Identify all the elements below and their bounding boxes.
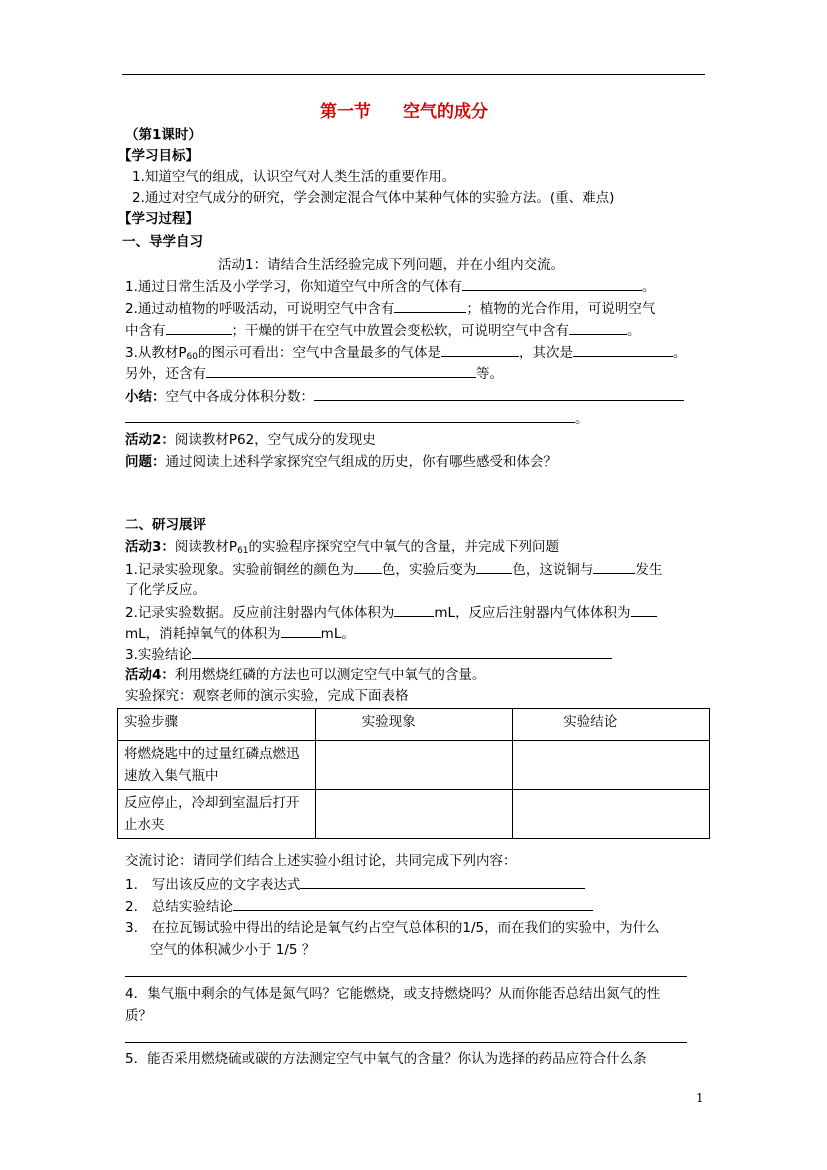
answer-blank[interactable] — [394, 298, 466, 313]
question-3-text: ，其次是 — [518, 345, 573, 361]
activity3-label: 活动3： — [125, 539, 175, 555]
record-1-text: 色，实验后变为 — [381, 562, 477, 578]
summary-text: 空气中各成分体积分数： — [165, 389, 314, 405]
question-4: 4．集气瓶中剩余的气体是氮气吗？它能燃烧，或支持燃烧吗？从而你能否总结出氮气的性 — [125, 986, 661, 1002]
answer-blank[interactable] — [569, 320, 627, 335]
table-cell[interactable] — [513, 790, 710, 839]
title-section: 第一节 — [320, 102, 371, 122]
title-name: 空气的成分 — [403, 102, 488, 122]
question-text: 通过阅读上述科学家探究空气组成的历史，你有哪些感受和体会？ — [165, 454, 557, 470]
discussion-3-text: 在拉瓦锡试验中得出的结论是氧气约占空气总体积的1/5，而在我们的实验中，为什么 — [151, 920, 660, 936]
question-4-cont: 质？ — [125, 1008, 152, 1024]
answer-blank[interactable] — [631, 602, 657, 617]
discussion-text: 交流讨论：请同学们结合上述实验小组讨论，共同完成下列内容： — [125, 853, 517, 869]
record-2-text: mL，反应后注射器内气体体积为 — [434, 605, 631, 621]
textbook-page-subscript: 60 — [186, 352, 198, 362]
table-cell[interactable] — [513, 741, 710, 790]
record-1 — [125, 559, 662, 580]
discussion-3 — [125, 918, 660, 938]
question-2-text: ；干燥的饼干在空气中放置会变松软，可说明空气中含有 — [231, 323, 569, 339]
record-2-text: mL，消耗掉氧气的体积为 — [125, 626, 281, 642]
answer-blank[interactable] — [593, 559, 635, 574]
section-heading-2: 二、研习展评 — [125, 517, 206, 533]
summary-cont — [125, 408, 589, 429]
table-row — [118, 741, 710, 790]
table-header-row — [118, 709, 710, 741]
goal-item: 1.知道空气的组成，认识空气对人类生活的重要作用。 — [132, 169, 456, 185]
record-2-text: 2.记录实验数据。反应前注射器内气体体积为 — [125, 605, 395, 621]
textbook-page-subscript: 61 — [237, 546, 249, 556]
activity2 — [125, 430, 376, 450]
answer-blank[interactable] — [394, 602, 434, 617]
record-3-text: 3.实验结论 — [125, 647, 192, 663]
question-2-end: 。 — [627, 323, 641, 339]
table-cell[interactable] — [315, 790, 513, 839]
record-1-text: 色，这说铜与 — [512, 562, 594, 578]
record-1-cont: 了化学反应。 — [125, 582, 206, 598]
discussion-2 — [125, 896, 593, 917]
question-2-text: 2.通过动植物的呼吸活动，可说明空气中含有 — [125, 301, 395, 317]
activity4-label: 活动4： — [125, 667, 175, 683]
page-number: 1 — [696, 1091, 704, 1105]
experiment-table — [117, 708, 710, 839]
activity2-text: 阅读教材P62，空气成分的发现史 — [174, 432, 376, 448]
question-2-cont — [125, 320, 641, 341]
lesson-label: （第1课时） — [125, 127, 202, 143]
question-3-end: 等。 — [476, 366, 503, 382]
table-row — [118, 790, 710, 839]
summary-end: 。 — [575, 411, 589, 427]
answer-blank[interactable] — [462, 276, 642, 291]
answer-blank[interactable] — [573, 342, 673, 357]
answer-blank[interactable] — [300, 874, 585, 889]
discussion-3-cont: 空气的体积减少小于 1/5 ？ — [150, 942, 316, 958]
process-heading: 【学习过程】 — [118, 211, 199, 227]
record-3 — [125, 644, 612, 665]
answer-blank[interactable] — [125, 408, 575, 423]
reading-question — [125, 452, 557, 472]
activity1-text: 活动1：请结合生活经验完成下列问题，并在小组内交流。 — [218, 257, 565, 273]
question-1-end: 。 — [641, 279, 656, 295]
record-2-text: mL。 — [320, 626, 355, 642]
item-number: 3. — [125, 920, 138, 936]
discussion-1-text: 写出该反应的文字表达式 — [151, 877, 301, 893]
answer-blank[interactable] — [354, 559, 382, 574]
answer-blank[interactable] — [233, 896, 593, 911]
activity4-text: 利用燃烧红磷的方法也可以测定空气中氧气的含量。 — [174, 667, 486, 683]
discussion-1 — [125, 874, 585, 895]
question-3-cont — [125, 363, 503, 384]
answer-blank[interactable] — [314, 386, 684, 401]
question-5: 5．能否采用燃烧硫或碳的方法测定空气中氧气的含量？你认为选择的药品应符合什么条 — [125, 1051, 647, 1067]
table-header: 实验结论 — [513, 709, 710, 741]
section-heading-1: 一、导学自习 — [122, 234, 203, 250]
activity3 — [125, 537, 559, 561]
table-cell: 反应停止，冷却到室温后打开止水夹 — [118, 790, 316, 839]
header-rule — [122, 74, 705, 75]
question-3-text: 另外，还含有 — [125, 366, 206, 382]
table-cell[interactable] — [315, 741, 513, 790]
answer-blank[interactable] — [192, 644, 612, 659]
table-header: 实验现象 — [315, 709, 513, 741]
question-2 — [125, 298, 655, 319]
answer-blank[interactable] — [441, 342, 519, 357]
explore-text: 实验探究：观察老师的演示实验，完成下面表格 — [125, 688, 409, 704]
summary-label: 小结： — [125, 389, 166, 405]
answer-blank[interactable] — [476, 559, 512, 574]
activity2-label: 活动2： — [125, 432, 175, 448]
record-2-cont — [125, 623, 355, 644]
discussion-2-text: 总结实验结论 — [151, 899, 233, 915]
answer-line[interactable] — [125, 1042, 687, 1043]
item-number: 2. — [125, 899, 138, 915]
answer-blank[interactable] — [206, 363, 476, 378]
activity3-text: 阅读教材P — [174, 539, 238, 555]
question-3-text: 3.从教材P — [125, 345, 187, 361]
goal-item: 2.通过对空气成分的研究，学会测定混合气体中某种气体的实验方法。(重、难点) — [132, 190, 615, 206]
answer-line[interactable] — [125, 976, 687, 977]
table-cell: 将燃烧匙中的过量红磷点燃迅速放入集气瓶中 — [118, 741, 316, 790]
question-1 — [125, 276, 655, 297]
summary — [125, 386, 684, 407]
table-header: 实验步骤 — [118, 709, 316, 741]
question-label: 问题： — [125, 454, 166, 470]
activity3-text: 的实验程序探究空气中氧气的含量，并完成下列问题 — [248, 539, 560, 555]
question-3-end: 。 — [672, 345, 687, 361]
answer-blank[interactable] — [166, 320, 232, 335]
page-title — [320, 102, 488, 122]
goals-heading: 【学习目标】 — [118, 148, 199, 164]
record-2 — [125, 602, 657, 623]
activity4 — [125, 665, 485, 685]
question-3-text: 的图示可看出：空气中含量最多的气体是 — [197, 345, 441, 361]
question-1-text: 1.通过日常生活及小学学习，你知道空气中所含的气体有 — [125, 279, 462, 295]
item-number: 1. — [125, 877, 138, 893]
question-2-text: ；植物的光合作用，可说明空气 — [466, 301, 656, 317]
answer-blank[interactable] — [281, 623, 321, 638]
record-1-text: 1.记录实验现象。实验前铜丝的颜色为 — [125, 562, 354, 578]
question-2-text: 中含有 — [125, 323, 166, 339]
record-1-text: 发生 — [635, 562, 663, 578]
